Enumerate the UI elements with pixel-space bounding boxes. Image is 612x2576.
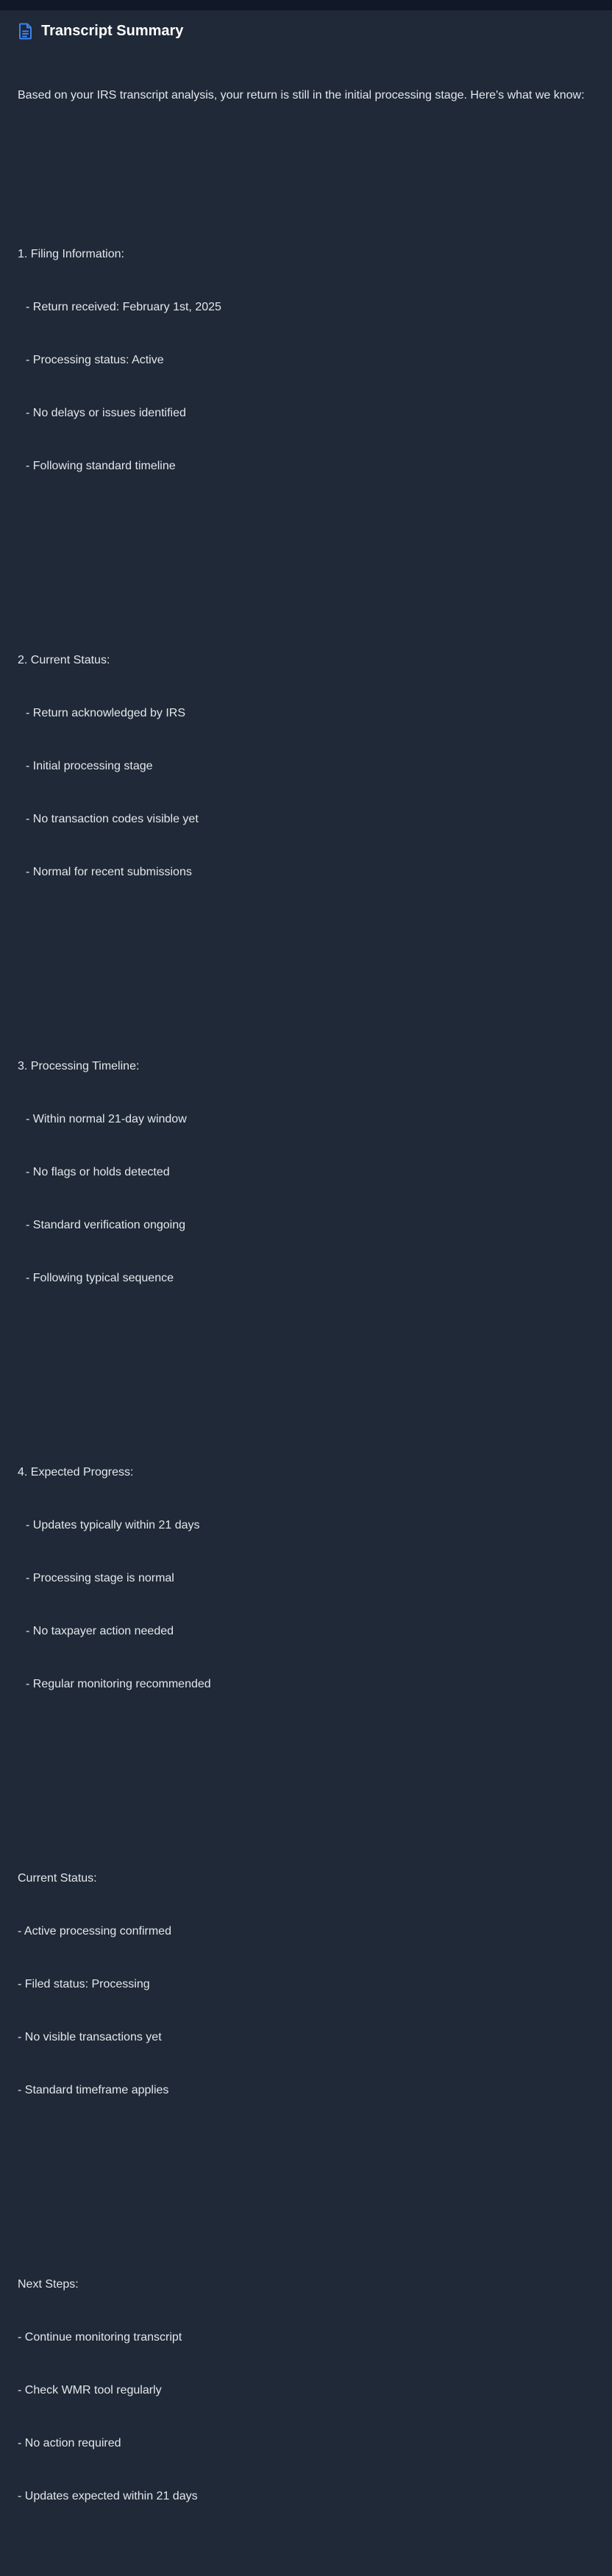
section-heading: 1. Filing Information: — [18, 248, 124, 260]
summary-content — [18, 51, 594, 2576]
list-item: - Following typical sequence — [26, 1272, 174, 1284]
list-item: - Within normal 21-day window — [26, 1113, 187, 1125]
page-title: Transcript Summary — [41, 22, 184, 39]
section-heading: 3. Processing Timeline: — [18, 1060, 140, 1072]
document-icon — [18, 22, 34, 40]
section-processing-timeline — [18, 1022, 594, 1323]
list-item: - Standard verification ongoing — [26, 1219, 186, 1231]
list-item: - No taxpayer action needed — [26, 1625, 174, 1637]
list-item: - Continue monitoring transcript — [18, 2331, 182, 2344]
list-item: - Check WMR tool regularly — [18, 2384, 162, 2397]
list-item: - Standard timeframe applies — [18, 2084, 169, 2096]
list-item: - No transaction codes visible yet — [26, 813, 199, 825]
list-item: - No delays or issues identified — [26, 407, 186, 419]
list-item: - Following standard timeline — [26, 460, 176, 472]
next-steps — [18, 2241, 594, 2541]
list-item: - Active processing confirmed — [18, 1925, 171, 1938]
list-item: - No action required — [18, 2437, 121, 2449]
top-bar — [0, 0, 612, 10]
panel-header — [18, 21, 594, 41]
list-item: - Regular monitoring recommended — [26, 1678, 211, 1690]
list-item: - Normal for recent submissions — [26, 866, 192, 878]
current-status-summary — [18, 1835, 594, 2135]
intro-text: Based on your IRS transcript analysis, your return is still in the initial processing stage. Here's what we know: — [18, 89, 585, 102]
section-current-status — [18, 616, 594, 917]
section-heading: 4. Expected Progress: — [18, 1466, 134, 1479]
list-item: - Initial processing stage — [26, 760, 153, 772]
list-item: - Processing stage is normal — [26, 1572, 174, 1584]
list-item: - Return acknowledged by IRS — [26, 707, 185, 719]
list-item: - Processing status: Active — [26, 354, 164, 366]
section-expected-progress — [18, 1428, 594, 1729]
transcript-summary-panel — [0, 10, 612, 2502]
list-item: - Updates expected within 21 days — [18, 2490, 198, 2502]
list-item: - Return received: February 1st, 2025 — [26, 301, 221, 313]
section-heading: Current Status: — [18, 1872, 97, 1885]
section-heading: Next Steps: — [18, 2278, 79, 2291]
section-filing-information — [18, 210, 594, 510]
list-item: - Updates typically within 21 days — [26, 1519, 200, 1531]
list-item: - No visible transactions yet — [18, 2031, 162, 2043]
list-item: - No flags or holds detected — [26, 1166, 170, 1178]
section-heading: 2. Current Status: — [18, 654, 110, 666]
list-item: - Filed status: Processing — [18, 1978, 150, 1990]
